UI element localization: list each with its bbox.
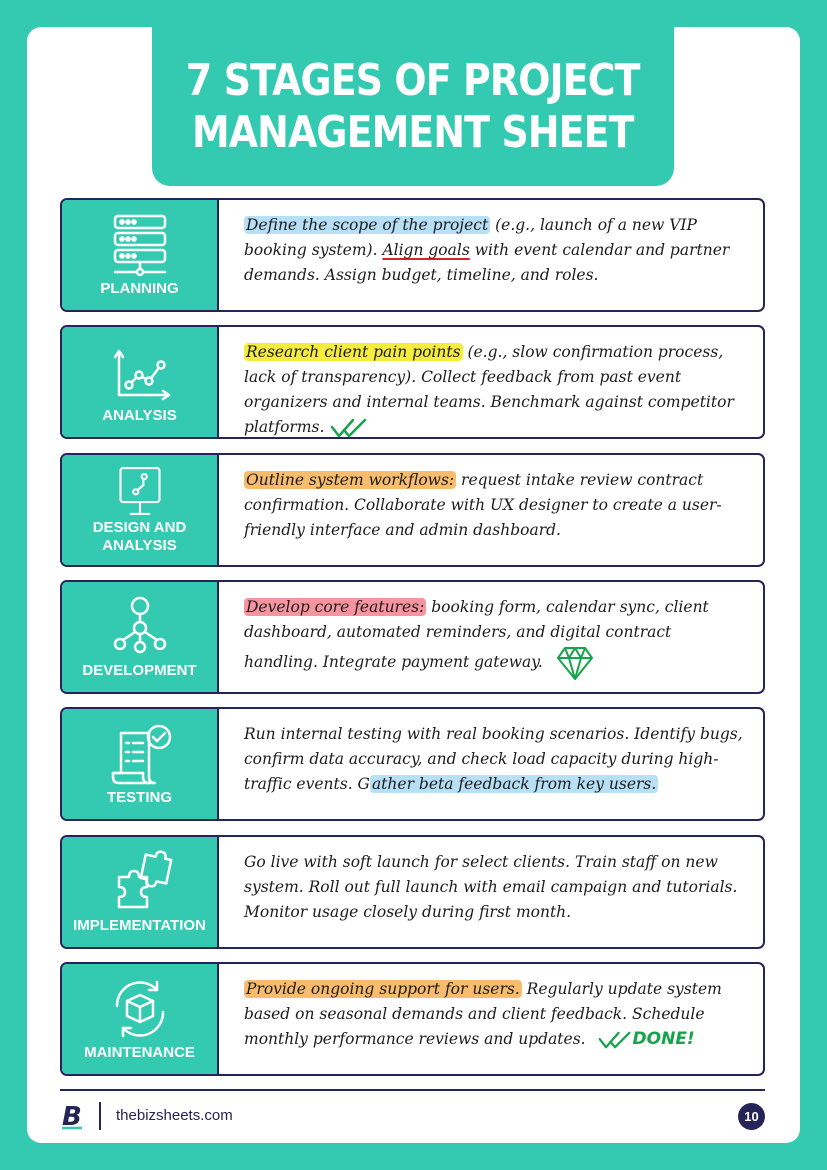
stage-label-panel — [62, 200, 219, 310]
done-label: DONE! — [632, 1029, 695, 1049]
description-text: Run internal testing with real booking scenarios. Identify bugs, confirm data accuracy, and check load capacity during high-traffic events. G — [244, 725, 743, 793]
title-banner — [152, 27, 674, 186]
description-text: with event calendar and partner demands. Assign budget, timeline, and roles. — [244, 241, 730, 284]
stage-testing — [60, 707, 765, 821]
double-check-icon — [597, 1029, 633, 1051]
stage-maintenance — [60, 962, 765, 1076]
stage-label-panel — [62, 709, 219, 819]
highlighted-phrase: Research client pain points — [246, 343, 461, 361]
stage-description — [244, 595, 749, 681]
stage-label-panel — [62, 455, 219, 565]
presentation-board-icon — [112, 463, 168, 519]
footer-website[interactable]: thebizsheets.com — [116, 1107, 233, 1124]
network-hierarchy-icon — [107, 594, 173, 660]
stage-name: ANALYSIS — [102, 407, 177, 424]
title-line-2: MANAGEMENT SHEET — [192, 106, 634, 158]
highlighted-phrase: Outline system workflows: — [246, 471, 455, 489]
stage-description — [244, 340, 749, 439]
underlined-phrase: Align goals — [382, 241, 470, 259]
highlighted-phrase: ather beta feedback from key users. — [371, 775, 657, 793]
stage-description — [244, 977, 749, 1052]
diamond-icon — [556, 645, 594, 681]
stage-description — [244, 722, 749, 797]
title-line-1: 7 STAGES OF PROJECT — [186, 54, 640, 106]
stage-label-panel — [62, 327, 219, 437]
double-check-icon — [329, 417, 369, 439]
stage-name: PLANNING — [100, 280, 179, 297]
highlighted-phrase: Define the scope of the project — [246, 216, 489, 234]
stage-implementation — [60, 835, 765, 949]
description-text: Go live with soft launch for select clients. Train staff on new system. Roll out full launch with email campaign and tutorials. Monitor usage closely during first month. — [244, 853, 738, 921]
description-text: (e.g., launch of a new VIP booking system). — [244, 216, 697, 259]
stage-development — [60, 580, 765, 694]
svg-text:B: B — [62, 1102, 82, 1131]
stage-label-panel — [62, 837, 219, 947]
highlighted-phrase: Develop core features: — [246, 598, 425, 616]
footer-divider — [60, 1089, 765, 1091]
stage-name: IMPLEMENTATION — [73, 917, 206, 934]
stage-planning — [60, 198, 765, 312]
stage-name: DEVELOPMENT — [82, 662, 197, 679]
stage-name: DESIGN AND ANALYSIS — [92, 519, 187, 554]
stage-label-panel — [62, 964, 219, 1074]
description-text: request intake review contract confirmation. Collaborate with UX designer to create a user-friendly interface and admin dashboard. — [244, 471, 722, 539]
stage-description — [244, 468, 749, 543]
checklist-icon — [107, 721, 173, 787]
stage-name: TESTING — [106, 789, 172, 806]
line-chart-icon — [107, 339, 173, 405]
stage-analysis — [60, 325, 765, 439]
page-number: 10 — [738, 1103, 765, 1130]
stage-description — [244, 850, 749, 925]
bizsheets-logo — [60, 1101, 86, 1131]
stage-name: MAINTENANCE — [84, 1044, 195, 1061]
stage-label-panel — [62, 582, 219, 692]
highlighted-phrase: Provide ongoing support for users. — [246, 980, 520, 998]
description-text: (e.g., slow confirmation process, lack of transparency). Collect feedback from past event organizers and internal teams. Benchmark against competitor platforms. — [244, 343, 734, 436]
description-text: Regularly update system based on seasonal demands and client feedback. Schedule monthly performance reviews and updates. — [244, 980, 722, 1048]
stage-description — [244, 213, 749, 288]
description-text: booking form, calendar sync, client dashboard, automated reminders, and digital contract handling. Integrate payment gateway. — [244, 598, 709, 671]
puzzle-pieces-icon — [107, 849, 173, 915]
stage-design-and-analysis — [60, 453, 765, 567]
box-refresh-icon — [107, 976, 173, 1042]
server-stack-icon — [107, 212, 173, 278]
footer-separator — [99, 1102, 101, 1130]
